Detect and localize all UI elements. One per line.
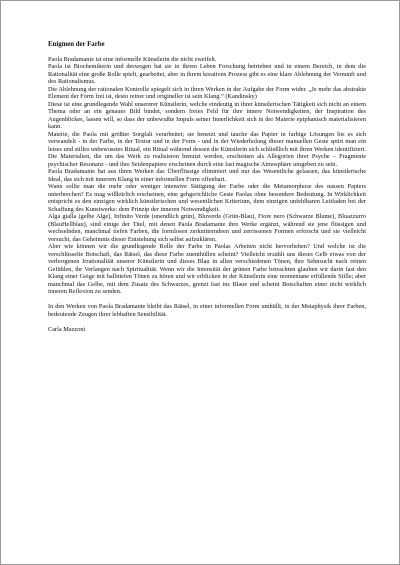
paragraph-spacer — [48, 296, 366, 304]
author-signature: Carla Mazzoni — [48, 325, 86, 333]
paragraph: Aber wie können wir die grundlegende Rolle der Farbe in Paolas Arbeiten nicht hervorheben? Und welche ist die verschlüsselte Botschaft, das Rätsel, das diese Farbe zuenthüllen scheint? Vielleicht erzählt uns dieses Gelb etwas von der verborgenen Irrationalität unserer Künstlerin und dieses Blau in allen verschiedenen Tönen, ihre Sehnsucht nach reinen Gefühlen, ihr Verlangen nach Spiritualität. Wenn wir die Intensität der grünen Farbe betrachten glauben wir darin fast den Klang einer Geige mit halbtiefen Tönen zu hören und wir erblicken in der Künstlerin eine momentane erfüllende Stille; aber manchmal das Gelbe, mit dem Zusatz des Schwarzes, grenzt fast ins Blaue und scheint Botschaften einer nicht wirklich inneren Reflexion zu senden. — [48, 243, 366, 295]
paragraph: Wann sollte man die mehr oder weniger intensive Sättigung der Farbe oder die Metamorphose des nassen Papiers unterbrechen? Es mag willkürlich erscheinen, eine gehgerichliche Geste Paolas ohne besondere Bedeutung. In Wirklichkeit entspricht es den einzigen wirklich künstlerischen und wesentlichen Kriterium, dem einzigen unfehlbaren Leitfaden bei der Schaffung des Kunstwerks: dem Prinzip der inneren Notwendigkeit. — [48, 183, 366, 213]
paragraph: Die Ablehnung der rationalen Kontrolle spiegelt sich in ihren Werken in der Aufgabe der Form wider. „Je mehr das abstrakte Element der Form frei ist, desto reiner und origineller ist sein Klang.” (Kandinsky) — [48, 85, 366, 100]
paragraph: Paola Bradamante ist eine informelle Künstlerin die nicht zweifelt. — [48, 55, 217, 63]
paragraph: Paola Bradamante hat aus ihren Werken das Überflüssige eliminiert und nur das Wesentliche gelassen, das künstlerische Ideal, das sich mit innerem Klang in einer informellen Form offenbart. — [48, 168, 366, 183]
document-title: Enigmen der Farbe — [48, 41, 105, 48]
paragraph: Alga gialla (gelbe Alge), Infinito Verde (unendlich grün), Bluverde (Grün-Blau), Fiore nero (Schwarze Blume), Bluazzurro (BlauHellblau), sind einige der Titel, mit denen Paola Bradamante ihre Werke ergänzt, während sie jene flüssigen und wechselnden, manchmal tiefen Farben, die formlosen zerknitterndeen und zerrissenen Formen erforscht und sie vielleicht versucht, das Geheimnis dieser Entstehung sich selbst aufzuklären. — [48, 213, 366, 243]
paragraph: Paola ist Biochemikerin und deswegen hat sie in ihrem Leben Forschung betrieben und in einem Bereich, in dem die Rationalität eine große Rolle spielt, gearbeitet, aber in ihrem kreativen Prozess gibt es eine klare Ablehnung der Vernunft und des Rationalismus. — [48, 63, 366, 85]
document-body — [48, 41, 366, 333]
paragraph: Diese ist eine grundlegende Wahl unsererer Künstlerin, welche eindeutig in ihrer künstlerischen Tätigkeit sich nicht an einem Thema oder an ein genaues Bild bindet, sondern freies Feld für ihre innere Notwendigkeiten, der Inspiration des Augenblickes, lassen will, so dass der unbewußte Impuls seiner Innerlichkeit sich in der Materie epiphanisch materialisieren kann. — [48, 100, 366, 130]
paragraph: Materie, die Paola mit größter Sorgfalt verarbeitet; sie benetzt und tauche das Papier in farbige Lösungen bis es sich verwandelt - in der Farbe, in der Textur und in der Form - und in der Wiederholung dieser manuellen Geste spürt man ein leises und stilles unbewusstes Ritual, ein Ritual während dessen die Künstlerin sich schließlich mit ihren Werken identifiziert. Die Materialien, die um das Werk zu realisieren benutzt werden, erscheinen als Allegorien ihrer Psyche – Fragmente psychischer Resonanz - und ihre Seidenpapiere erscheinen durch eine fast magische Atmosphäre umgeben zu sein. — [48, 130, 366, 168]
paragraph: In den Werken von Paola Bradamante bleibt das Rätsel, in einer informellen Form umhüllt, in der Metaphysik ihrer Farben, bedeutende Zeugen ihrer lebhaften Sensibilität. — [48, 303, 366, 318]
